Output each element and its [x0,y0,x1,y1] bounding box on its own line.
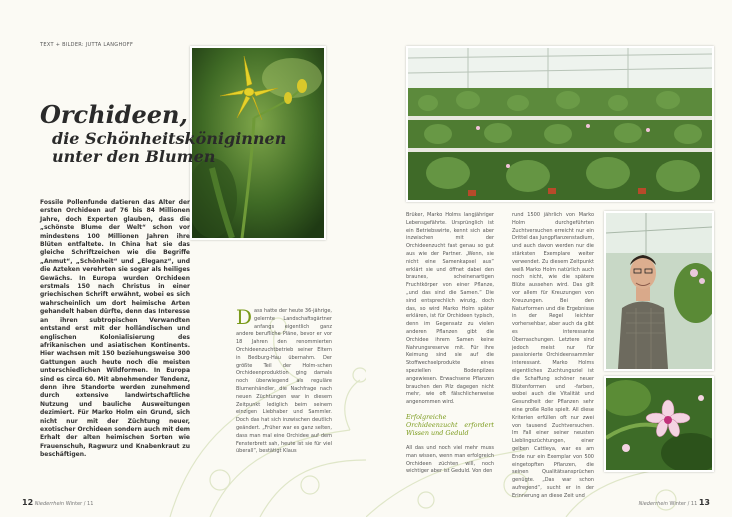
pink-orchid-photo [604,376,714,472]
column-b-text-1: Brüker, Marko Holms langjähriger Lebensgefährte. Ursprünglich ist ein Betriebswirte, kennt sich aber inzwischen mit der Orchideenzucht fast genau so gut aus wie der Partner. „Wenn, sie nicht eine Samenkapsel aus“ erklärt sie und öffnet dabei den braunes, scheinenartigen Fruchtkörper von einer Pflanze, „und das sind die Samen.“ Die sind entsprechlich winzig, doch das, so wird Marko Holm später erklären, ist für Orchideen typisch, denn im Gegensatz zu vielen anderen Pflanzen gibt die Orchidee ihrem Samen keine Nahrungsreserve mit. Für ihre Keimung sind sie auf die Stoffwechselprodukte eines speziellen Bodenpilzes angewiesen. Erwachsene Pflanzen brauchen den Pilz dagegen nicht mehr, wie oft fälschlicherweise angenommen wird. [406,212,494,406]
column-a-text: ass hatte der heute 36-jährige, gelernte Landschaftsgärtner anfangs eigentlich ganz andere berufliche Pläne, bevor er vor 18 Jahren den renommierten Orchideenzuchtbetrieb seiner Eltern in Bedburg-Hau übernahm. Der größte Teil der Holm-schen Orchideenproduktion ging damals noch überwiegend als reguläre Blumenhändler, die Nachfrage nach neuen Züchtungen war in diesem Zeitpunkt lediglich beim seinem einzigen Liebhaber und Sammler. Doch das hat sich inzwischen deutlich geändert. „Früher war es ganz selten, dass man mal eine Orchidee auf dem Fensterbrett sah, heute ist sie für viel überall“, bestätigt Klaus [236,308,332,455]
issue-left: Winter / 11 [65,501,94,507]
title-line-2: die Schönheitsköniginnen [52,129,287,148]
grower-portrait-photo [604,211,714,371]
body-column-a [236,305,332,456]
column-b-text-2: All das und noch viel mehr muss man wissen, wenn man erfolgreich Orchideen züchten will, noch wichtiger aber ist Geduld. Von den [406,444,494,475]
body-column-c [512,212,594,500]
title-line-3: unter den Blumen [52,147,216,166]
greenhouse-photo [406,46,714,202]
photo-credit: TEXT + BILDER: JUTTA LANGHOFF [40,42,134,48]
lead-paragraph: Fossile Pollenfunde datieren das Alter der ersten Orchideen auf 76 bis 84 Millionen Jahre, doch Experten glauben, dass die „schönste Blume der Welt“ schon vor mindestens 100 Millionen Jahren ihre Blüten entfaltete. In China hat sie das gleiche Schriftzeichen wie die Begriffe „Anmut“, „Schönheit“ und „Eleganz“, und die Azteken verehrten sie sogar als heiliges Gewächs. In Europa wurden Orchideen erstmals 150 nach Christus in einer griechischen Schrift erwähnt, wobei es sich wahrscheinlich um dort heimische Arten gehandelt haben dürfte, denn das Interesse an ihren subtropischen Verwandten entstand erst mit der holländischen und englischen Kolonialisierung des afrikanischen und asiatischen Kontinents. Hier wachsen mit 150 beziehungsweise 300 Gattungen auch heute noch die meisten unterschiedlichen Wildformen. In Europa sind es circa 60. Mit abnehmender Tendenz, denn ihre Standorte werden zunehmend durch extensive landwirtschaftliche Nutzung und bauliche Ausweitungen dezimiert. Für Marko Holm ein Grund, sich nicht nur mit der Züchtung neuer, exotischer Orchideen sondern auch mit dem Erhalt der alten heimischen Sorten wie Frauenschuh, Ragwurz und Knabenkraut zu beschäftigen. [40,199,191,459]
column-c-text: rund 1500 jährlich von Marko Holm durchgeführten Zuchtversuchen erreicht nur ein Drittel das Jungpflanzenstadium, und auch davon werden nur die stärksten Exemplare weiter verwendet. Zu diesem Zeitpunkt weiß Marko Holm natürlich auch noch nicht, wie die spätere Blüte aussehen wird. Das gilt vor allem für Kreuzungen von Kreuzungen. Bei den Naturformen und die Ergebnisse in der Regel leichter vorhersehbar, aber auch da gibt es interessante Überraschungen. Letztere sind jedoch meist nur für passionierte Orchideensammler interessant. Marko Holms eigentliches Zuchtungsziel ist die Schaffung schöner neuer Blütenformen und -farben, wobei auch die Vitalität und Gesundheit der Pflanzen sehr eine große Rolle spielt. All diese Kriterien erfüllen oft nur zwei von tausend Zuchtversuchen. Im Fall einer seiner neusten Lieblingszüchtungen, einer gelben Cattleya, war es am Ende nur ein Exemplar von 500 eingetopften Pflanzen, die seinen Qualitätsansprüchen genügte. „Das war schon aufregend“, sucht er in der Erinnerung an diese Zeit und [512,212,594,499]
page-number-left: 12 [22,498,34,507]
title-line-1: Orchideen, [40,100,188,129]
subheading: Erfolgreiche Orchideenzucht erfordert Wissen und Geduld [406,412,494,437]
magazine-name-left: Niederrhein [34,501,65,507]
drop-cap: D [236,305,253,329]
right-page [366,0,732,517]
magazine-name-right: Niederrhein [638,501,668,507]
footer-right [639,498,710,507]
article-title [40,100,287,166]
issue-right: Winter / 11 [669,501,698,507]
body-column-b [406,212,494,476]
page-number-right: 13 [698,498,710,507]
footer-left [22,498,93,507]
